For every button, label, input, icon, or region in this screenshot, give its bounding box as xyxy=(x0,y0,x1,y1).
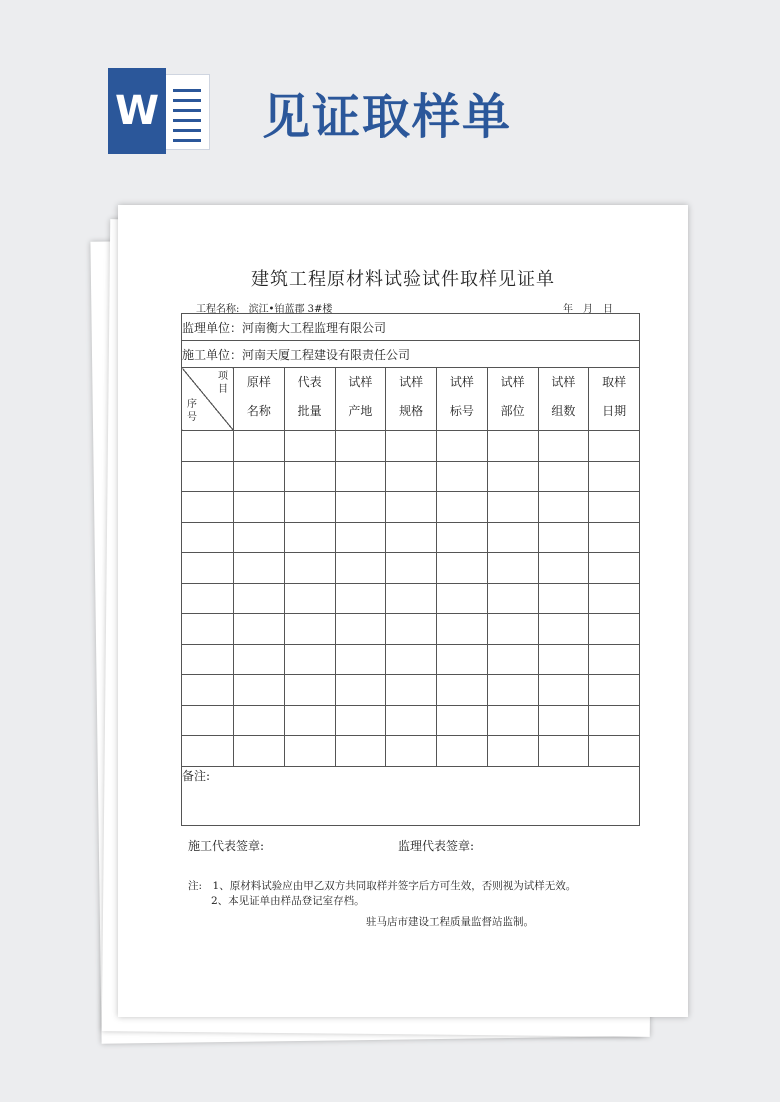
table-cell xyxy=(234,736,285,767)
table-cell xyxy=(335,736,386,767)
corner-label-item: 项目 xyxy=(218,371,228,395)
table-cell xyxy=(487,614,538,645)
construction-unit: 施工单位：河南天厦工程建设有限责任公司 xyxy=(182,341,640,368)
table-cell xyxy=(538,431,589,462)
note-2: 2、本见证单由样品登记室存档。 xyxy=(211,895,365,907)
table-cell xyxy=(437,492,488,523)
page-title: 见证取样单 xyxy=(262,89,513,145)
table-cell xyxy=(335,675,386,706)
table-cell xyxy=(284,492,335,523)
table-header-row xyxy=(182,368,640,431)
column-header: 取样 日期 xyxy=(589,368,640,431)
table-cell xyxy=(234,553,285,584)
table-cell xyxy=(386,553,437,584)
table-cell xyxy=(182,705,234,736)
project-name-label: 工程名称: xyxy=(196,304,240,315)
table-cell xyxy=(284,675,335,706)
table-row xyxy=(182,431,640,462)
sampling-table xyxy=(181,313,640,826)
table-cell xyxy=(234,461,285,492)
table-cell xyxy=(335,431,386,462)
table-cell xyxy=(437,583,488,614)
table-cell xyxy=(437,461,488,492)
table-cell xyxy=(335,644,386,675)
table-cell xyxy=(487,736,538,767)
table-cell xyxy=(234,705,285,736)
table-row xyxy=(182,705,640,736)
table-cell xyxy=(386,644,437,675)
table-cell xyxy=(182,583,234,614)
table-cell xyxy=(538,553,589,584)
table-row xyxy=(182,614,640,645)
table-cell xyxy=(538,583,589,614)
table-cell xyxy=(487,553,538,584)
table-cell xyxy=(234,644,285,675)
table-row xyxy=(182,675,640,706)
table-row xyxy=(182,553,640,584)
table-cell xyxy=(284,736,335,767)
table-cell xyxy=(284,614,335,645)
table-cell xyxy=(589,644,640,675)
table-row xyxy=(182,644,640,675)
table-cell xyxy=(437,431,488,462)
table-cell xyxy=(386,614,437,645)
supervisor-signature-label: 监理代表签章: xyxy=(398,839,475,853)
supervision-unit: 监理单位：河南衡大工程监理有限公司 xyxy=(182,314,640,341)
table-cell xyxy=(538,522,589,553)
table-cell xyxy=(386,431,437,462)
table-cell xyxy=(182,461,234,492)
table-cell xyxy=(234,431,285,462)
table-cell xyxy=(538,736,589,767)
table-cell xyxy=(234,522,285,553)
table-cell xyxy=(284,644,335,675)
table-cell xyxy=(589,675,640,706)
notes xyxy=(188,879,576,909)
issuer-text: 驻马店市建设工程质量监督站监制。 xyxy=(366,916,534,928)
table-cell xyxy=(487,644,538,675)
table-row xyxy=(182,736,640,767)
table-cell xyxy=(335,583,386,614)
table-cell xyxy=(386,705,437,736)
table-cell xyxy=(182,522,234,553)
table-cell xyxy=(335,492,386,523)
table-cell xyxy=(182,553,234,584)
table-cell xyxy=(538,644,589,675)
word-document-icon xyxy=(108,68,208,154)
table-cell xyxy=(487,583,538,614)
table-cell xyxy=(335,705,386,736)
table-cell xyxy=(487,675,538,706)
table-cell xyxy=(589,583,640,614)
table-cell xyxy=(538,492,589,523)
table-cell xyxy=(589,431,640,462)
column-header: 试样 组数 xyxy=(538,368,589,431)
column-header: 试样 产地 xyxy=(335,368,386,431)
table-cell xyxy=(589,461,640,492)
table-cell xyxy=(538,675,589,706)
table-cell xyxy=(182,675,234,706)
table-cell xyxy=(589,553,640,584)
table-cell xyxy=(487,705,538,736)
table-cell xyxy=(437,522,488,553)
table-cell xyxy=(335,553,386,584)
table-cell xyxy=(284,461,335,492)
table-cell xyxy=(335,614,386,645)
date-label: 年 月 日 xyxy=(563,304,613,315)
table-cell xyxy=(386,675,437,706)
table-cell xyxy=(182,644,234,675)
table-cell xyxy=(437,614,488,645)
table-cell xyxy=(234,492,285,523)
project-name-value: 滨江•铂蓝郡 3#楼 xyxy=(248,304,333,315)
table-cell xyxy=(284,553,335,584)
table-cell xyxy=(182,431,234,462)
table-cell xyxy=(284,705,335,736)
column-header: 原样 名称 xyxy=(234,368,285,431)
column-header: 代表 批量 xyxy=(284,368,335,431)
table-cell xyxy=(234,583,285,614)
diagonal-header-cell xyxy=(182,368,234,431)
table-cell xyxy=(284,583,335,614)
table-cell xyxy=(386,461,437,492)
table-cell xyxy=(538,461,589,492)
table-cell xyxy=(589,522,640,553)
table-cell xyxy=(589,614,640,645)
document-sheet xyxy=(118,205,688,1017)
table-cell xyxy=(487,431,538,462)
document-title: 建筑工程原材料试验试件取样见证单 xyxy=(251,269,555,290)
table-cell xyxy=(437,675,488,706)
column-header: 试样 标号 xyxy=(437,368,488,431)
table-cell xyxy=(437,644,488,675)
table-cell xyxy=(437,553,488,584)
table-cell xyxy=(589,705,640,736)
column-header: 试样 部位 xyxy=(487,368,538,431)
table-cell xyxy=(386,492,437,523)
table-cell xyxy=(589,492,640,523)
table-cell xyxy=(487,522,538,553)
table-cell xyxy=(487,492,538,523)
table-row xyxy=(182,461,640,492)
table-cell xyxy=(335,522,386,553)
table-row xyxy=(182,583,640,614)
table-cell xyxy=(335,461,386,492)
word-w-logo: W xyxy=(108,68,166,154)
table-cell xyxy=(182,492,234,523)
table-cell xyxy=(386,522,437,553)
corner-label-seq: 序号 xyxy=(187,399,197,423)
table-row xyxy=(182,492,640,523)
table-cell xyxy=(487,461,538,492)
construction-signature-label: 施工代表签章: xyxy=(188,839,265,853)
remark-cell: 备注: xyxy=(182,766,640,825)
table-cell xyxy=(182,614,234,645)
table-cell xyxy=(538,614,589,645)
note-1: 注: 1、原材料试验应由甲乙双方共同取样并签字后方可生效，否则视为试样无效。 xyxy=(188,880,577,892)
table-cell xyxy=(538,705,589,736)
table-cell xyxy=(284,431,335,462)
table-cell xyxy=(437,736,488,767)
table-cell xyxy=(284,522,335,553)
column-header: 试样 规格 xyxy=(386,368,437,431)
table-cell xyxy=(234,614,285,645)
table-cell xyxy=(234,675,285,706)
table-cell xyxy=(437,705,488,736)
table-cell xyxy=(589,736,640,767)
table-cell xyxy=(386,583,437,614)
table-cell xyxy=(182,736,234,767)
table-cell xyxy=(386,736,437,767)
table-row xyxy=(182,522,640,553)
